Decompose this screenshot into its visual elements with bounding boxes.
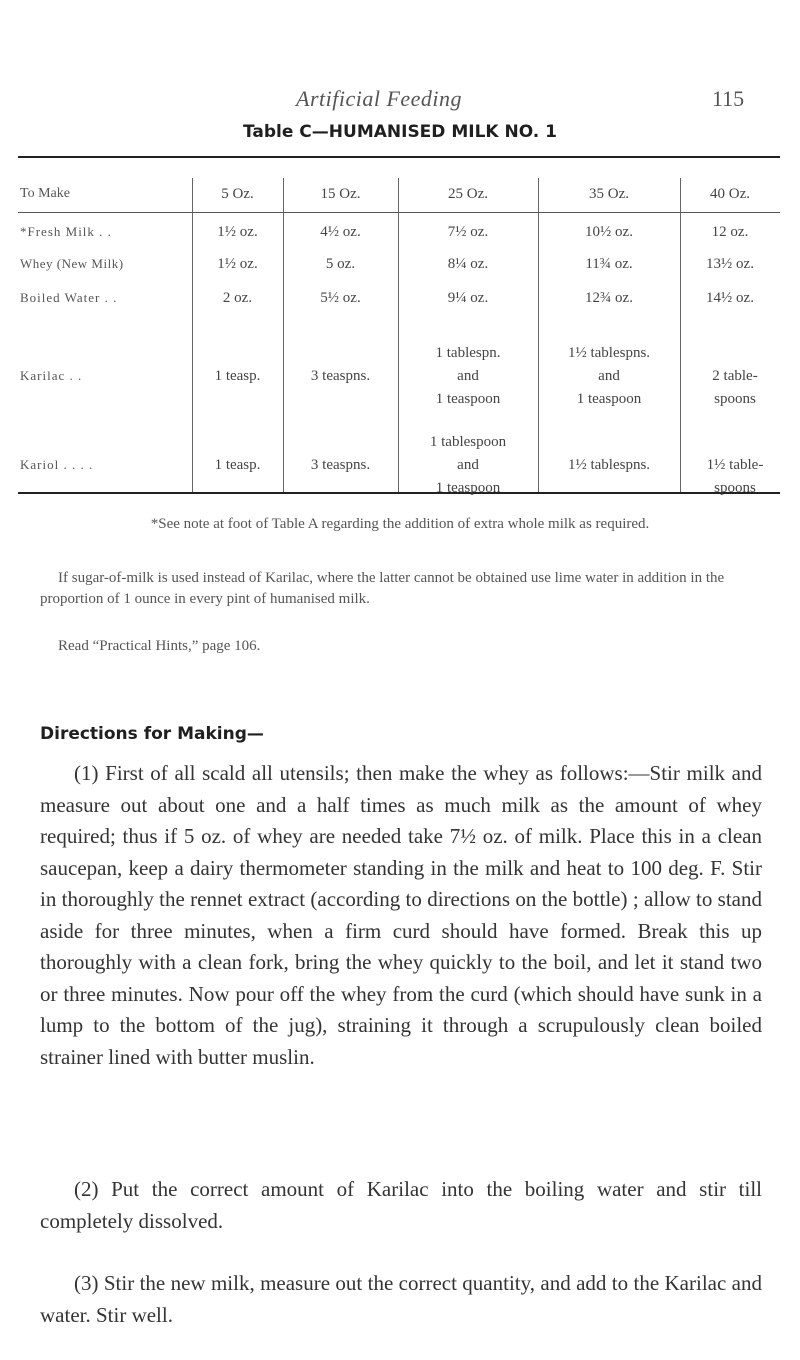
- table-cell: 1½ table-: [706, 457, 764, 473]
- table-cell: 4½ oz.: [320, 224, 361, 240]
- table-cell: 12¾ oz.: [585, 290, 633, 306]
- running-head: [0, 86, 800, 116]
- table-cell: and: [457, 457, 479, 473]
- page-number: 115: [712, 86, 745, 111]
- table-cell: 2 oz.: [222, 290, 253, 306]
- table-cell: 7½ oz.: [447, 224, 489, 240]
- table-cell: 1½ tablespns.: [567, 457, 651, 473]
- column-header-40-oz: 40 Oz.: [710, 186, 750, 202]
- table-cell: 1 teasp.: [214, 457, 261, 473]
- row-label-fresh-milk: *Fresh Milk . .: [20, 224, 112, 239]
- table-cell: 1½ oz.: [217, 224, 258, 240]
- column-header-5-oz: 5 Oz.: [221, 186, 254, 202]
- row-label-kariol: Kariol . . . .: [20, 457, 94, 472]
- column-header-25-oz: 25 Oz.: [448, 186, 488, 202]
- table-cell: 2 table-: [712, 368, 758, 384]
- table-cell: 13½ oz.: [706, 256, 754, 272]
- direction-step-2: (2) Put the correct amount of Karilac into the boiling water and stir till completely dissolved.: [40, 1177, 762, 1233]
- row-label-whey: Whey (New Milk): [20, 256, 124, 271]
- table-cell: 1 teaspoon: [435, 391, 501, 407]
- table-footnote: *See note at foot of Table A regarding the addition of extra whole milk as required.: [150, 516, 650, 532]
- table-cell: 5½ oz.: [320, 290, 361, 306]
- table-cell: spoons: [714, 391, 756, 407]
- table-cell: 14½ oz.: [706, 290, 754, 306]
- table-cell: 1 tablespn.: [435, 345, 501, 361]
- column-header-to-make: To Make: [20, 186, 70, 201]
- directions-heading: Directions for Making—: [40, 724, 264, 744]
- practical-hints-note: Read “Practical Hints,” page 106.: [58, 638, 261, 654]
- direction-step-3: (3) Stir the new milk, measure out the correct quantity, and add to the Karilac and water. Stir well.: [40, 1271, 762, 1327]
- table-cell: and: [457, 368, 479, 384]
- row-label-boiled-water: Boiled Water . .: [20, 290, 118, 305]
- table-cell: and: [598, 368, 620, 384]
- column-header-35-oz: 35 Oz.: [589, 186, 629, 202]
- column-header-15-oz: 15 Oz.: [320, 186, 361, 202]
- table-cell: 1½ oz.: [217, 256, 258, 272]
- table-cell: 1 tablespoon: [429, 434, 507, 450]
- table-cell: 11¾ oz.: [585, 256, 633, 272]
- table-top-rule: [18, 156, 780, 158]
- table-caption: Table C—HUMANISED MILK NO. 1: [242, 122, 558, 142]
- table-cell: 1 teaspoon: [435, 480, 501, 496]
- running-title: Artificial Feeding: [296, 86, 463, 111]
- table-cell: 12 oz.: [711, 224, 749, 240]
- table-cell: 5 oz.: [325, 256, 356, 272]
- direction-step-1: (1) First of all scald all utensils; then make the whey as follows:—Stir milk and measure out about one and a half times as much milk as the amount of whey required; thus if 5 oz. of whey are needed take 7½ oz. of milk. Place this in a clean saucepan, keep a dairy thermometer standing in the milk and heat to 100 deg. F. Stir in thoroughly the rennet extract (according to directions on the bottle) ; allow to stand aside for three minutes, when a firm curd should have formed. Break this up thoroughly with a clean fork, bring the whey quickly to the boil, and let it stand two or three minutes. Now pour off the whey from the curd (which should have sunk in a lump to the bottom of the jug), straining it through a scrupulously clean boiled strainer lined with butter muslin.: [40, 761, 762, 1069]
- table-header-rule: [18, 212, 780, 213]
- table-cell: 3 teaspns.: [310, 457, 371, 473]
- table-cell: 9¼ oz.: [447, 290, 489, 306]
- table-cell: 1½ tablespns.: [567, 345, 651, 361]
- table-cell: 1 teaspoon: [576, 391, 642, 407]
- table-cell: 8¼ oz.: [447, 256, 489, 272]
- row-label-karilac: Karilac . .: [20, 368, 83, 383]
- sugar-of-milk-note: If sugar-of-milk is used instead of Karilac, where the latter cannot be obtained use lime water in addition in the proportion of 1 ounce in every pint of humanised milk.: [40, 570, 725, 607]
- table-cell: 10½ oz.: [585, 224, 633, 240]
- table-cell: 1 teasp.: [214, 368, 261, 384]
- table-cell: spoons: [714, 480, 756, 496]
- table-cell: 3 teaspns.: [310, 368, 371, 384]
